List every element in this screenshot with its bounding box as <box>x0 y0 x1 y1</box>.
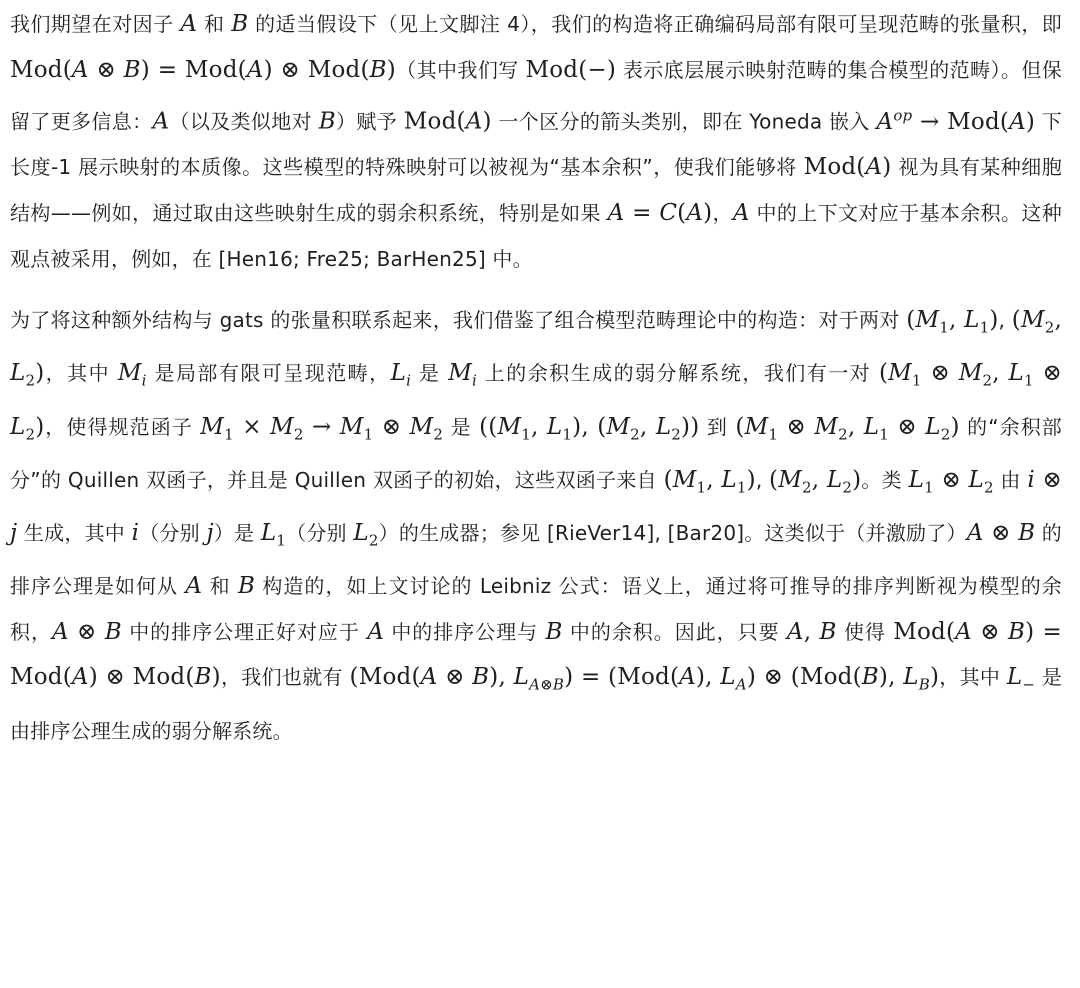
paragraph-1: 我们期望在对因子 A 和 B 的适当假设下（见上文脚注 4），我们的构造将正确编码局部有限可呈现范畴的张量积，即 Mod(A ⊗ B) = Mod(A) ⊗ Mod(B)（其中我们写 Mod(−) 表示底层展示映射范畴的集合模型的范畴）。但保留了更多信息：A（以及类似地对 B）赋予 Mod(A) 一个区分的箭头类别，即在 Yoneda 嵌入 $A^{op} \to Mod(A)$ 下长度-1 展示映射的本质像。这些模型的特殊映射可以被视为“基本余积”，使我们能够将 Mod(A) 视为具有某种细胞结构——例如，通过取由这些映射生成的弱余积系统，特别是如果 A = C(A)，A 中的上下文对应于基本余积。这种观点被采用，例如，在 [Hen16; Fre25; BarHen25] 中。 <box>10 11 1063 271</box>
paragraph-2: 为了将这种额外结构与 gats 的张量积联系起来，我们借鉴了组合模型范畴理论中的构造：对于两对 ($M_1$, $L_1$), ($M_2$, $L_2$)，其中 $M_i$ 是局部有限可呈现范畴，$L_i$ 是 $M_i$ 上的余积生成的弱分解系统，我们有一对 ($M_1$ ⊗ $M_2$, $L_1$ ⊗ $L_2$)，使得规范函子 $M_1 \times M_2 \to M_1$ ⊗ $M_2$ 是 (($M_1$, $L_1$), ($M_2$, $L_2$)) 到 ($M_1$ ⊗ $M_2$, $L_1$ ⊗ $L_2$) 的“余积部分”的 Quillen 双函子，并且是 Quillen 双函子的初始，这些双函子来自 ($M_1$, $L_1$), ($M_2$, $L_2$)。类 $L_1$ ⊗ $L_2$ 由 i ⊗ j 生成，其中 i（分别 j）是 $L_1$（分别 $L_2$）的生成器；参见 [RieVer14], [Bar20]。这类似于（并激励了）A ⊗ B 的排序公理是如何从 A 和 B 构造的，如上文讨论的 Leibniz 公式：语义上，通过将可推导的排序判断视为模型的余积，A ⊗ B 中的排序公理正好对应于 A 中的排序公理与 B 中的余积。因此，只要 A, B 使得 Mod(A ⊗ B) = Mod(A) ⊗ Mod(B)，我们也就有 (Mod(A ⊗ B), $L_{A\otimes B}) = (Mod(A)$, $L_A$) ⊗ (Mod(B), $L_B$)，其中 $L_-$ 是由排序公理生成的弱分解系统。 <box>10 307 1063 743</box>
